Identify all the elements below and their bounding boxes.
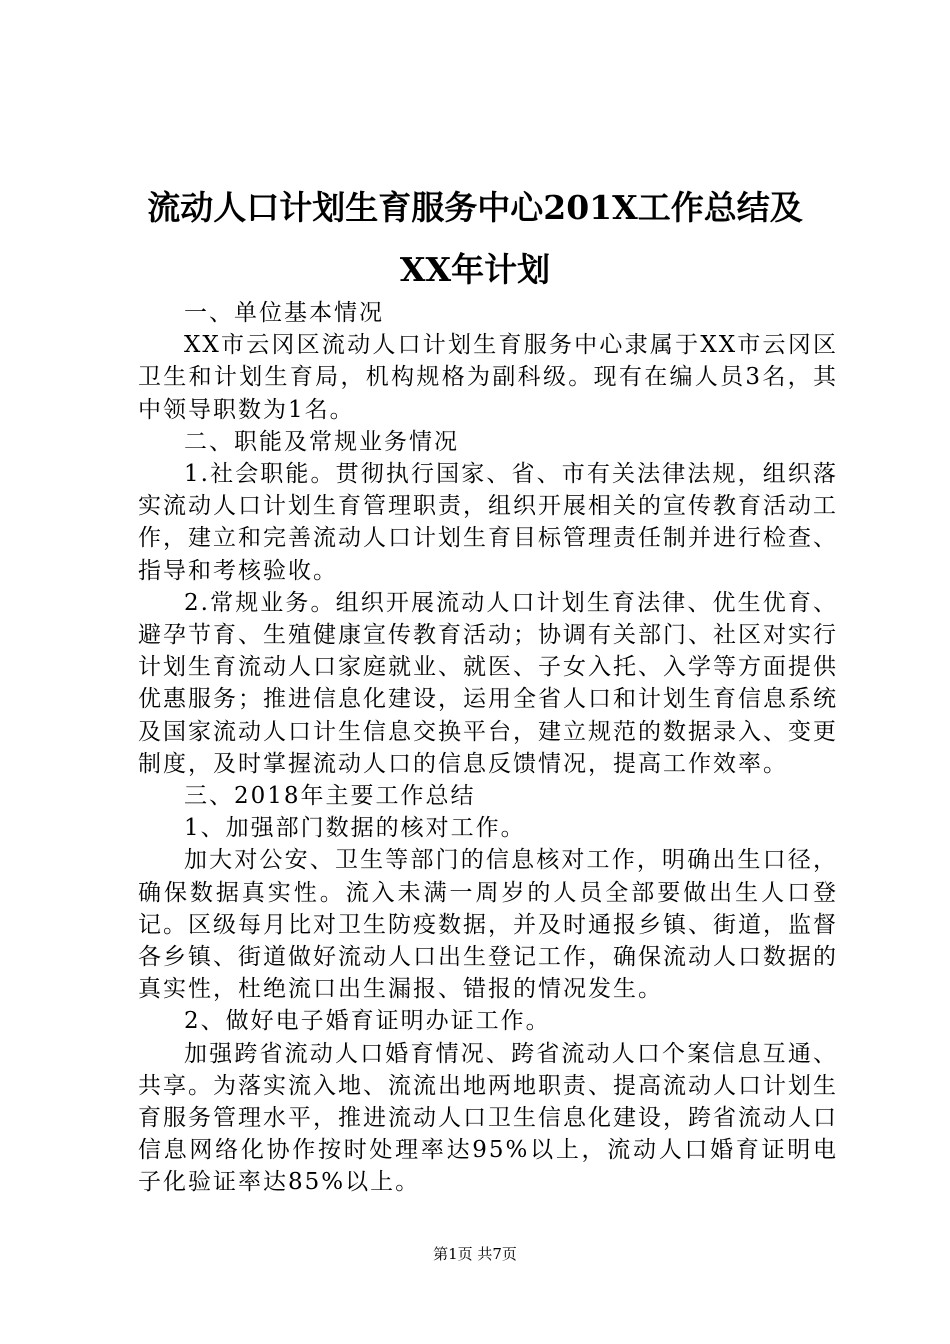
- paragraph-routine-business: 2.常规业务。组织开展流动人口计划生育法律、优生优育、避孕节育、生殖健康宣传教育活动；协调有关部门、社区对实行计划生育流动人口家庭就业、就医、子女入托、入学等方面提供优惠服务；推进信息化建设，运用全省人口和计划生育信息系统及国家流动人口计生信息交换平台，建立规范的数据录入、变更制度，及时掌握流动人口的信息反馈情况，提高工作效率。: [138, 589, 838, 777]
- section-heading-work-summary: 三、2018年主要工作总结: [184, 783, 476, 810]
- subheading-data-verification: 1、加强部门数据的核对工作。: [184, 815, 526, 842]
- paragraph-electronic-certificate: 加强跨省流动人口婚育情况、跨省流动人口个案信息互通、共享。为落实流入地、流流出地两地职责、提高流动人口计划生育服务管理水平，推进流动人口卫生信息化建设，跨省流动人口信息网络化协作按时处理率达95%以上，流动人口婚育证明电子化验证率达85%以上。: [138, 1040, 838, 1196]
- subheading-electronic-certificate: 2、做好电子婚育证明办证工作。: [184, 1008, 551, 1035]
- section-heading-functions: 二、职能及常规业务情况: [184, 428, 459, 455]
- page-footer: 第1页 共7页: [433, 1245, 517, 1263]
- document-title-line-2: XX年计划: [399, 250, 551, 289]
- paragraph-social-functions: 1.社会职能。贯彻执行国家、省、市有关法律法规，组织落实流动人口计划生育管理职责，组织开展相关的宣传教育活动工作，建立和完善流动人口计划生育目标管理责任制并进行检查、指导和考核验收。: [138, 461, 838, 584]
- document-body: [138, 297, 838, 1199]
- document-title-line-1: 流动人口计划生育服务中心201X工作总结及: [147, 188, 803, 227]
- section-heading-unit-info: 一、单位基本情况: [184, 300, 384, 326]
- paragraph-data-verification: 加大对公安、卫生等部门的信息核对工作，明确出生口径，确保数据真实性。流入未满一周岁的人员全部要做出生人口登记。区级每月比对卫生防疫数据，并及时通报乡镇、街道，监督各乡镇、街道做好流动人口出生登记工作，确保流动人口数据的真实性，杜绝流口出生漏报、错报的情况发生。: [138, 847, 838, 1003]
- paragraph-unit-info: XX市云冈区流动人口计划生育服务中心隶属于XX市云冈区卫生和计划生育局，机构规格为副科级。现有在编人员3名，其中领导职数为1名。: [138, 332, 838, 423]
